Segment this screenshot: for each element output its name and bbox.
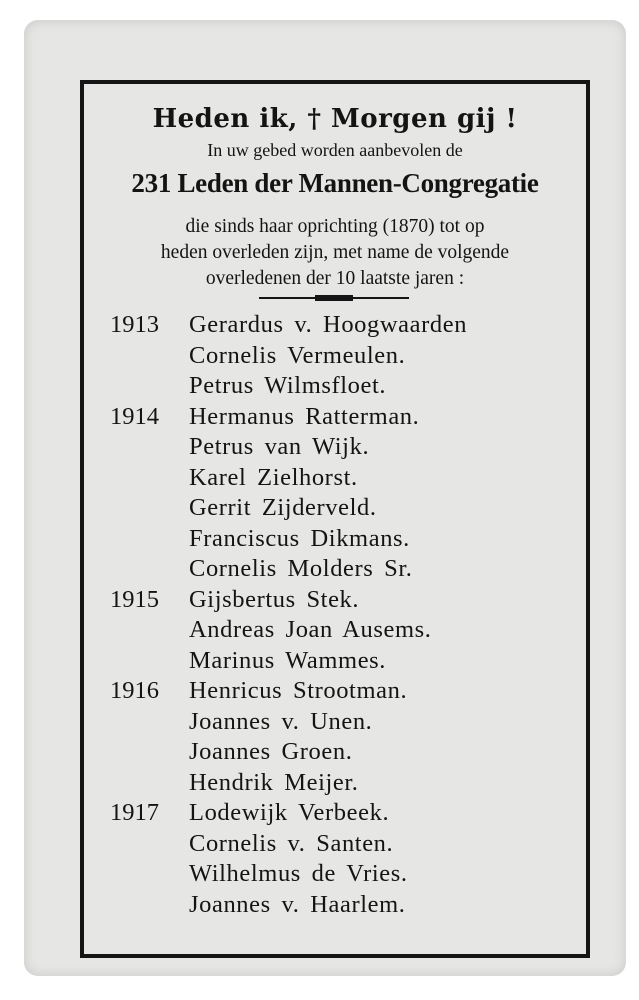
entry-name: Petrus van Wijk. (189, 433, 370, 460)
intro-line: heden overleden zijn, met name de volgende (160, 242, 510, 263)
intro-line: overledenen der 10 laatste jaren : (205, 268, 465, 289)
entry-name: Gerardus v. Hoogwaarden (189, 311, 468, 338)
entry-year: 1913 (110, 311, 159, 338)
entry-name: Gijsbertus Stek. (189, 585, 360, 613)
entry-name: Joannes v. Unen. (189, 707, 373, 735)
entry-year: 1914 (110, 402, 159, 430)
entry-name: Marinus Wammes. (189, 646, 387, 674)
entry-name: Cornelis Molders Sr. (189, 555, 413, 582)
entry-year: 1916 (110, 677, 159, 704)
divider-rule (259, 297, 409, 299)
entry-name: Cornelis Vermeulen. (189, 341, 406, 369)
entry-name: Lodewijk Verbeek. (189, 799, 390, 826)
memorial-card (24, 20, 626, 976)
intro-text (84, 214, 586, 292)
entry-name: Petrus Wilmsfloet. (189, 372, 387, 399)
entry-name: Franciscus Dikmans. (189, 524, 410, 552)
entry-year: 1915 (110, 585, 159, 613)
entry-name: Hendrik Meijer. (189, 768, 359, 796)
entry-name: Wilhelmus de Vries. (189, 860, 408, 887)
card-border-frame (80, 80, 590, 958)
entry-name: Karel Zielhorst. (189, 463, 358, 491)
entry-name: Andreas Joan Ausems. (189, 616, 432, 643)
entry-year: 1917 (110, 799, 159, 826)
entry-name: Cornelis v. Santen. (189, 829, 394, 857)
entry-name: Gerrit Zijderveld. (189, 494, 377, 521)
entry-name: Joannes Groen. (189, 738, 353, 765)
card-subheading: In uw gebed worden aanbevolen de (207, 140, 463, 160)
card-heading: Heden ik, † Morgen gij ! (152, 104, 518, 134)
entry-name: Hermanus Ratterman. (189, 402, 420, 430)
entry-name: Henricus Strootman. (189, 677, 408, 704)
entry-name: Joannes v. Haarlem. (189, 890, 406, 918)
intro-line: die sinds haar oprichting (1870) tot op (185, 216, 485, 237)
congregation-title: 231 Leden der Mannen-Congregatie (131, 168, 539, 198)
